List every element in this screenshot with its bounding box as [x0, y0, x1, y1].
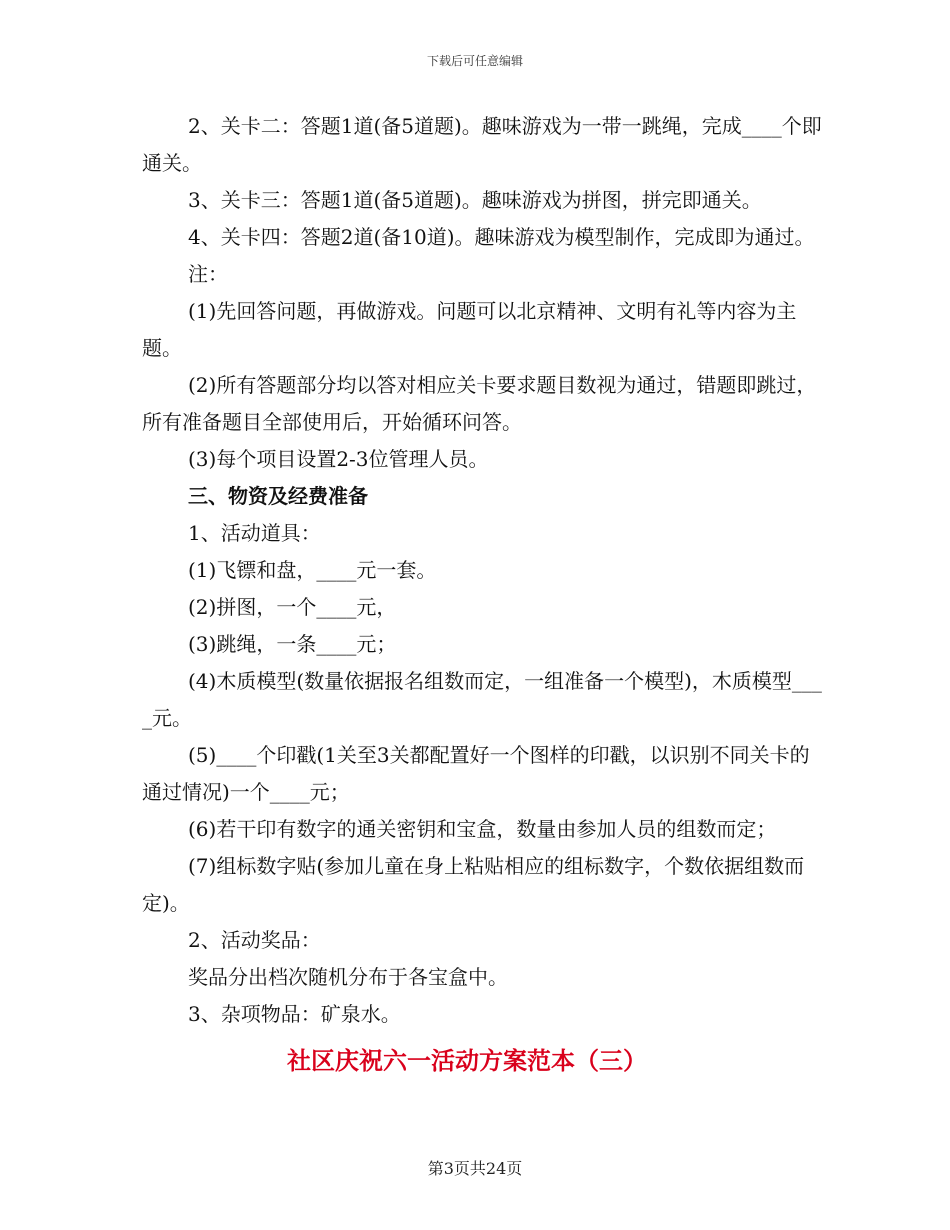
paragraph-note-1: (1)先回答问题，再做游戏。问题可以北京精神、文明有礼等内容为主题。: [142, 299, 797, 360]
paragraph-level-2: 2、关卡二：答题1道(备5道题)。趣味游戏为一带一跳绳，完成____个即通关。: [142, 114, 822, 175]
paragraph-misc-items: 3、杂项物品：矿泉水。: [188, 1002, 401, 1026]
paragraph-level-4: 4、关卡四：答题2道(备10道)。趣味游戏为模型制作，完成即为通过。: [188, 225, 815, 249]
section-heading-supplies: 三、物资及经费准备: [188, 484, 368, 508]
section-title: 社区庆祝六一活动方案范本（三）: [287, 1046, 647, 1075]
paragraph-level-3: 3、关卡三：答题1道(备5道题)。趣味游戏为拼图，拼完即通关。: [188, 188, 762, 212]
paragraph-prop-7: (7)组标数字贴(参加儿童在身上粘贴相应的组标数字，个数依据组数而定)。: [142, 854, 805, 915]
page-header: 下载后可任意编辑: [426, 54, 523, 68]
paragraph-note-label: 注：: [188, 262, 228, 286]
paragraph-note-3: (3)每个项目设置2-3位管理人员。: [188, 447, 489, 471]
paragraph-note-2: (2)所有答题部分均以答对相应关卡要求题目数视为通过，错题即跳过，所有准备题目全部使用后，开始循环问答。: [142, 373, 817, 434]
paragraph-prop-4: (4)木质模型(数量依据报名组数而定，一组准备一个模型)，木质模型____元。: [142, 669, 822, 730]
paragraph-prop-5: (5)____个印戳(1关至3关都配置好一个图样的印戳，以识别不同关卡的通过情况)一个____元；: [142, 743, 810, 804]
document-body: [142, 108, 822, 1083]
paragraph-prizes-detail: 奖品分出档次随机分布于各宝盒中。: [188, 965, 508, 989]
paragraph-prizes-label: 2、活动奖品：: [188, 928, 321, 952]
page-footer: 第3页共24页: [427, 1159, 523, 1178]
paragraph-prop-1: (1)飞镖和盘，____元一套。: [188, 558, 437, 582]
paragraph-props-label: 1、活动道具：: [188, 521, 321, 545]
paragraph-prop-3: (3)跳绳，一条____元；: [188, 632, 397, 656]
paragraph-prop-2: (2)拼图，一个____元，: [188, 595, 397, 619]
paragraph-prop-6: (6)若干印有数字的通关密钥和宝盒，数量由参加人员的组数而定；: [188, 817, 777, 841]
